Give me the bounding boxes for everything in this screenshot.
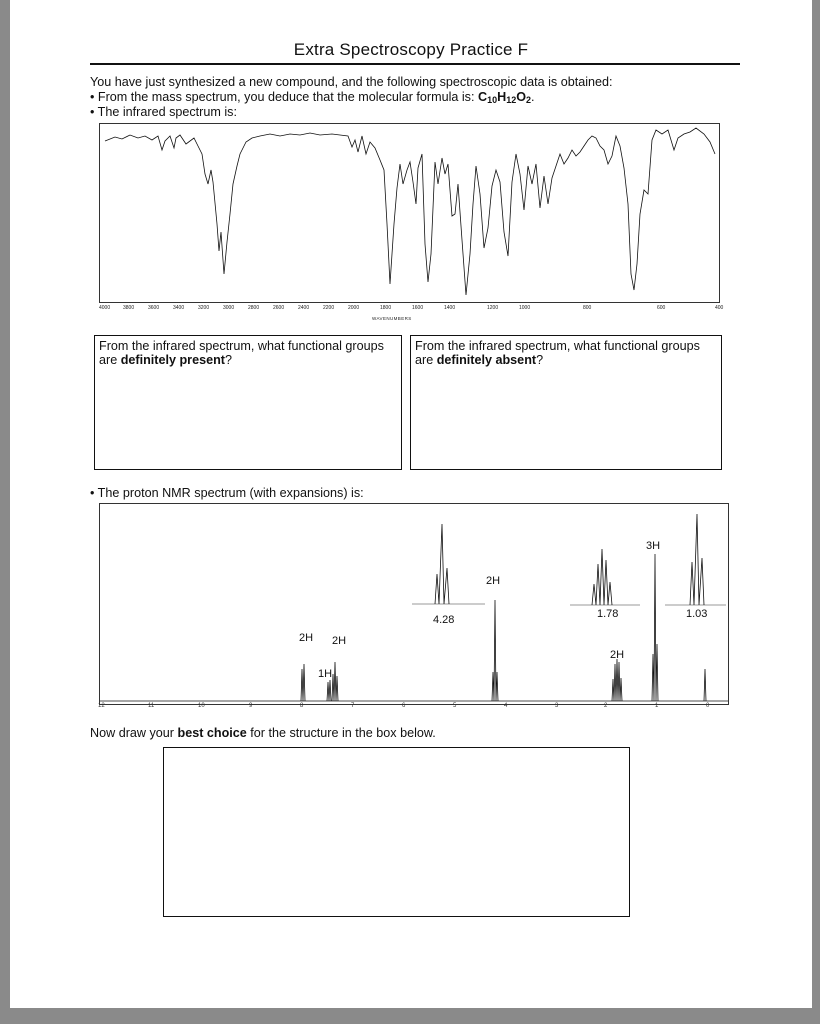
title-rule <box>90 63 740 65</box>
intro-line-2: • From the mass spectrum, you deduce that the molecular formula is: $C_{10}H_{12}O_2$. <box>90 90 535 105</box>
ir-tick: 2000 <box>348 305 360 311</box>
ir-spectrum <box>99 123 720 303</box>
ir-tick: 2400 <box>298 305 310 311</box>
peak-aromatic-2h-b <box>332 662 338 701</box>
nmr-tick: 8 <box>300 703 304 709</box>
nmr-tick: 9 <box>249 703 253 709</box>
nmr-axis <box>90 703 730 715</box>
nmr-spectrum <box>99 503 729 705</box>
page-title: Extra Spectroscopy Practice F <box>293 40 529 59</box>
ir-tick: 3800 <box>123 305 135 311</box>
peak-1-78 <box>612 659 622 701</box>
peak-4-28 <box>492 600 498 701</box>
label-1h: 1H <box>318 668 333 680</box>
nmr-tick: 11 <box>148 703 155 709</box>
ir-tick: 2800 <box>248 305 260 311</box>
nmr-tick: 0 <box>706 703 710 709</box>
intro-text <box>90 75 613 120</box>
expansion-1-03 <box>665 514 726 605</box>
nmr-intro: • The proton NMR spectrum (with expansions) is: <box>90 486 364 500</box>
ir-tick: 4000 <box>99 305 111 311</box>
ir-tick: 1400 <box>444 305 456 311</box>
peak-tms <box>704 669 706 701</box>
nmr-tick: 4 <box>504 703 508 709</box>
nmr-tick: 6 <box>402 703 406 709</box>
ir-tick: 2600 <box>273 305 285 311</box>
ir-axis <box>99 305 729 325</box>
ir-tick: 3200 <box>198 305 210 311</box>
ir-tick: 3600 <box>148 305 160 311</box>
ir-tick: 1200 <box>487 305 499 311</box>
present-answer-box[interactable]: From the infrared spectrum, what functional groups are definitely present? <box>94 335 402 470</box>
label-2h-a: 2H <box>299 632 314 644</box>
expansion-1-78 <box>570 549 640 605</box>
absent-answer-box[interactable]: From the infrared spectrum, what functional groups are definitely absent? <box>410 335 722 470</box>
molecular-formula: $C_{10}H_{12}O_2$ <box>477 90 532 105</box>
intro-line-1: You have just synthesized a new compound, and the following spectroscopic data is obtained: <box>90 75 613 89</box>
label-exp-178: 1.78 <box>597 608 619 620</box>
label-2h-178: 2H <box>610 649 625 661</box>
label-2h-b: 2H <box>332 635 347 647</box>
label-exp-428: 4.28 <box>433 614 455 626</box>
worksheet-page <box>10 0 812 1008</box>
ir-tick: 3400 <box>173 305 185 311</box>
nmr-tick: 10 <box>198 703 205 709</box>
nmr-tick: 1 <box>655 703 659 709</box>
ir-tick: 800 <box>583 305 592 311</box>
ir-tick: 1000 <box>519 305 531 311</box>
expansion-4-28 <box>412 524 485 604</box>
nmr-tick: 12 <box>98 703 105 709</box>
draw-instruction: Now draw your best choice for the structure in the box below. <box>90 726 436 740</box>
nmr-tick: 3 <box>555 703 559 709</box>
ir-tick: 1600 <box>412 305 424 311</box>
ir-tick: 3000 <box>223 305 235 311</box>
label-3h: 3H <box>646 540 661 552</box>
ir-tick: 400 <box>715 305 724 311</box>
nmr-tick: 5 <box>453 703 457 709</box>
ir-tick: 600 <box>657 305 666 311</box>
label-2h-428: 2H <box>486 575 501 587</box>
structure-drawing-box[interactable] <box>163 747 630 917</box>
peak-aromatic-2h-a <box>301 664 305 701</box>
ir-axis-title: WAVENUMBERS <box>372 316 412 321</box>
ir-trace <box>105 128 715 295</box>
nmr-tick: 2 <box>604 703 608 709</box>
peak-1-03 <box>652 554 658 701</box>
ir-tick: 2200 <box>323 305 335 311</box>
label-exp-103: 1.03 <box>686 608 708 620</box>
nmr-tick: 7 <box>351 703 355 709</box>
ir-tick: 1800 <box>380 305 392 311</box>
intro-line-3: • The infrared spectrum is: <box>90 105 237 119</box>
peak-aromatic-1h <box>327 680 331 701</box>
